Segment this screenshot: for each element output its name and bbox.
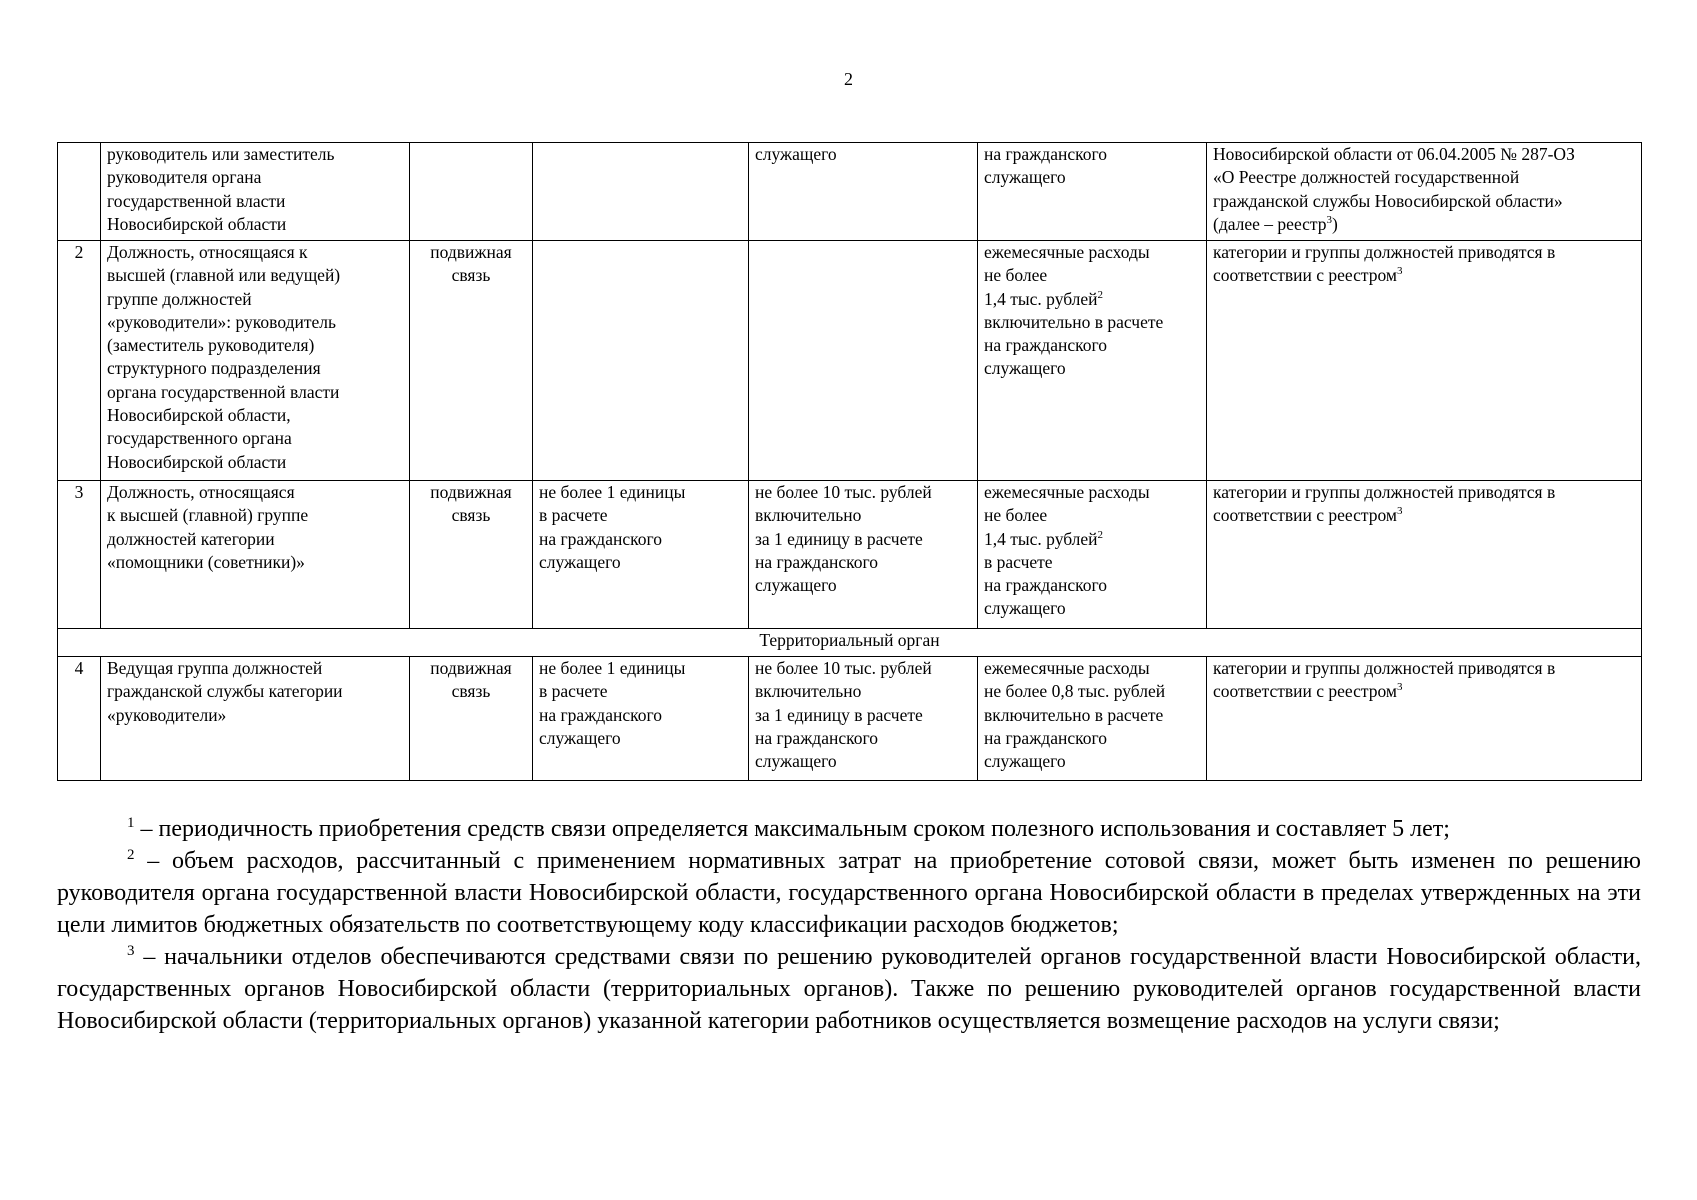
row-number: 2 — [58, 241, 101, 481]
type-cell: подвижная связь — [410, 241, 533, 481]
position-cell: Должность, относящаяся к высшей (главной или ведущей) группе должностей «руководители»: руководитель (заместитель руководителя) структурного подразделения органа государственной власти Новосибирской области, государственного органа Новосибирской области — [101, 241, 410, 481]
type-cell: подвижная связь — [410, 481, 533, 629]
quantity-cell: не более 1 единицы в расчете на гражданского служащего — [533, 657, 749, 781]
category-cell: категории и группы должностей приводятся в соответствии с реестром$^3$ — [1207, 657, 1642, 781]
table-row — [58, 143, 1642, 241]
section-title: Территориальный орган — [58, 629, 1642, 657]
footnote-text: – объем расходов, рассчитанный с применением нормативных затрат на приобретение сотовой связи, может быть изменен по решению руководителя органа государственной власти Новосибирской области, государственного органа Новосибирской области в пределах утвержденных на эти цели лимитов бюджетных обязательств по соответствующему коду классификации расходов бюджетов; — [57, 848, 1641, 938]
section-row — [58, 629, 1642, 657]
position-cell: Должность, относящаяся к высшей (главной) группе должностей категории «помощники (советники)» — [101, 481, 410, 629]
footnote-text: – периодичность приобретения средств связи определяется максимальным сроком полезного использования и составляет 5 лет; — [134, 816, 1450, 842]
footnote-mark: 1 — [127, 815, 135, 831]
position-cell: руководитель или заместитель руководителя органа государственной власти Новосибирской области — [101, 143, 410, 241]
category-cell: Новосибирской области от 06.04.2005 № 287-ОЗ «О Реестре должностей государственной гражданской службы Новосибирской области» (далее – реестр$^3$) — [1207, 143, 1642, 241]
footnote-mark: 3 — [127, 943, 135, 959]
expenses-cell: ежемесячные расходы не более 0,8 тыс. рублей включительно в расчете на гражданского служащего — [978, 657, 1207, 781]
page-number: 2 — [844, 69, 853, 89]
footnotes — [57, 813, 1641, 1037]
norms-table — [57, 142, 1642, 781]
quantity-cell: не более 1 единицы в расчете на гражданского служащего — [533, 481, 749, 629]
footnote — [57, 813, 1641, 845]
expenses-cell: ежемесячные расходы не более 1,4 тыс. рублей$^2$ в расчете на гражданского служащего — [978, 481, 1207, 629]
row-number — [58, 143, 101, 241]
table-row — [58, 657, 1642, 781]
quantity-cell — [533, 143, 749, 241]
table-row — [58, 481, 1642, 629]
table-row — [58, 241, 1642, 481]
category-cell: категории и группы должностей приводятся в соответствии с реестром$^3$ — [1207, 241, 1642, 481]
row-number: 4 — [58, 657, 101, 781]
category-cell: категории и группы должностей приводятся в соответствии с реестром$^3$ — [1207, 481, 1642, 629]
type-cell — [410, 143, 533, 241]
quantity-cell — [533, 241, 749, 481]
footnote — [57, 941, 1641, 1037]
row-number: 3 — [58, 481, 101, 629]
footnote — [57, 845, 1641, 941]
expenses-cell: ежемесячные расходы не более 1,4 тыс. рублей$^2$ включительно в расчете на гражданского служащего — [978, 241, 1207, 481]
footnote-text: – начальники отделов обеспечиваются средствами связи по решению руководителей органов государственной власти Новосибирской области, государственных органов Новосибирской области (территориальных органов). Также по решению руководителей органов государственной власти Новосибирской области (территориальных органов) указанной категории работников осуществляется возмещение расходов на услуги связи; — [57, 944, 1641, 1034]
price-cell — [749, 241, 978, 481]
type-cell: подвижная связь — [410, 657, 533, 781]
position-cell: Ведущая группа должностей гражданской службы категории «руководители» — [101, 657, 410, 781]
expenses-cell: на гражданского служащего — [978, 143, 1207, 241]
price-cell: не более 10 тыс. рублей включительно за 1 единицу в расчете на гражданского служащего — [749, 657, 978, 781]
price-cell: служащего — [749, 143, 978, 241]
price-cell: не более 10 тыс. рублей включительно за 1 единицу в расчете на гражданского служащего — [749, 481, 978, 629]
footnote-mark: 2 — [127, 847, 135, 863]
